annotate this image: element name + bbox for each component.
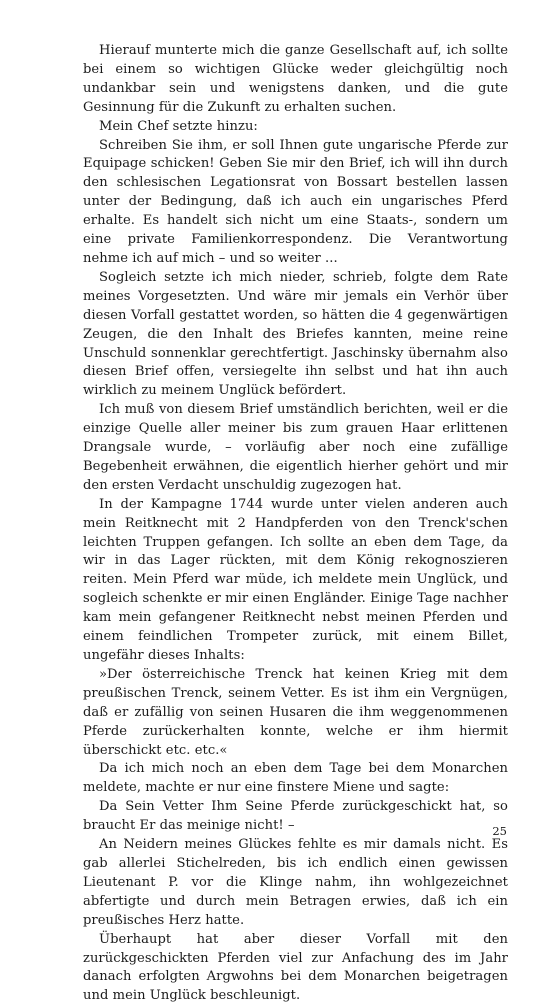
paragraph: Überhaupt hat aber dieser Vorfall mit den zurückgeschickten Pferden viel zur Anfachung des im Jahr danach erfolgten Argwohns bei dem Monarchen beigetragen und mein Unglück beschleunigt.	[83, 931, 508, 1004]
paragraph: Da Sein Vetter Ihm Seine Pferde zurückgeschickt hat, so braucht Er das meinige nicht! –	[83, 799, 508, 834]
paragraph: Schreiben Sie ihm, er soll Ihnen gute ungarische Pferde zur Equipage schicken! Geben Sie mir den Brief, ich will ihn durch den schlesischen Legationsrat von Bossart bestellen lassen unter der Bedingung, daß ich auch ein ungarisches Pferd erhalte. Es handelt sich nicht um eine Staats-, sondern um eine private Familienkorrespondenz. Die Verantwortung nehme ich auf mich – und so weiter ...	[83, 137, 508, 266]
paragraph: »Der österreichische Trenck hat keinen Krieg mit dem preußischen Trenck, seinem Vetter. Es ist ihm ein Vergnügen, daß er zufällig von seinen Husaren die ihm weggenommenen Pferde zurückerhalten konnte, welche er ihm hiermit überschickt etc. etc.«	[83, 666, 508, 758]
paragraph: Mein Chef setzte hinzu:	[99, 118, 258, 134]
paragraph: An Neidern meines Glückes fehlte es mir damals nicht. Es gab allerlei Stichelreden, bis ich endlich einen gewissen Lieutenant P. vor die Klinge nahm, ihn wohlgezeichnet abfertigte und durch mein Betragen erwies, daß ich ein preußisches Herz hatte.	[83, 837, 508, 928]
paragraph: Sogleich setzte ich mich nieder, schrieb, folgte dem Rate meines Vorgesetzten. Und wäre mir jemals ein Verhör über diesen Vorfall gestattet worden, so hätten die 4 gegenwärtigen Zeugen, die den Inhalt des Briefes kannten, meine reine Unschuld sonnenklar gerechtfertigt. Jaschinsky übernahm also diesen Brief offen, versiegelte ihn selbst und hat ihn auch wirklich zu meinem Unglück befördert.	[83, 269, 508, 399]
paragraph: Ich muß von diesem Brief umständlich berichten, weil er die einzige Quelle aller meiner bis zum grauen Haar erlittenen Drangsale wurde, – vorläufig aber noch eine zufällige Begebenheit erwähnen, die eigentlich hierher gehört und mir den ersten Verdacht unschuldig zugezogen hat.	[83, 402, 508, 493]
page-body	[83, 42, 508, 1006]
page-number: 25	[492, 824, 507, 838]
paragraph: In der Kampagne 1744 wurde unter vielen anderen auch mein Reitknecht mit 2 Handpferden von den Trenck'schen leichten Truppen gefangen. Ich sollte an eben dem Tage, da wir in das Lager rückten, mit dem König rekognoszieren reiten. Mein Pferd war müde, ich meldete mein Unglück, und sogleich schenkte er mir einen Engländer. Einige Tage nachher kam mein gefangener Reitknecht nebst meinen Pferden und einem feindlichen Trompeter zurück, mit einem Billet, ungefähr dieses Inhalts:	[83, 496, 508, 663]
paragraph: Hierauf munterte mich die ganze Gesellschaft auf, ich sollte bei einem so wichtigen Glücke weder gleichgültig noch undankbar sein und wenigstens danken, und die gute Gesinnung für die Zukunft zu erhalten suchen.	[83, 43, 508, 115]
paragraph: Da ich mich noch an eben dem Tage bei dem Monarchen meldete, machte er nur eine finstere Miene und sagte:	[83, 761, 508, 796]
